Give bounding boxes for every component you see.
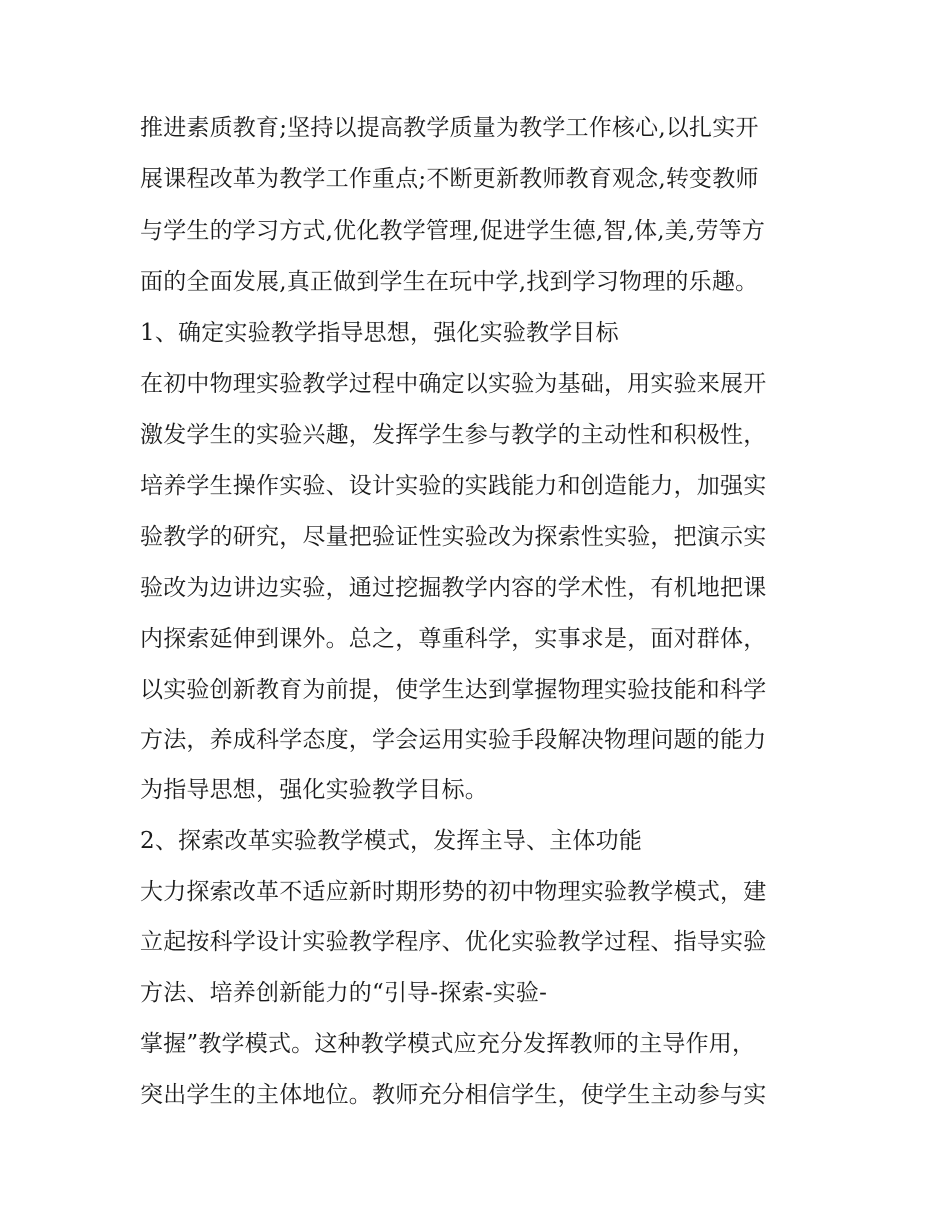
text-line: 以实验创新教育为前提，使学生达到掌握物理实验技能和科学 [140,677,767,703]
text-line: 内探索延伸到课外。总之，尊重科学，实事求是，面对群体， [140,626,767,652]
text-line: 在初中物理实验教学过程中确定以实验为基础，用实验来展开 [140,371,767,397]
text-line: 为指导思想，强化实验教学目标。 [140,777,488,803]
text-line: 激发学生的实验兴趣，发挥学生参与教学的主动性和积极性， [140,422,767,448]
text-line: 验教学的研究，尽量把验证性实验改为探索性实验，把演示实 [140,524,767,550]
text-line: 面的全面发展,真正做到学生在玩中学,找到学习物理的乐趣。 [140,269,759,295]
text-line: 立起按科学设计实验教学程序、优化实验教学过程、指导实验 [140,929,767,955]
text-line: 培养学生操作实验、设计实验的实践能力和创造能力，加强实 [140,473,767,499]
section-heading-1: 1、确定实验教学指导思想，强化实验教学目标 [140,320,619,346]
text-line: 大力探索改革不适应新时期形势的初中物理实验教学模式，建 [140,879,767,905]
text-line: 推进素质教育;坚持以提高教学质量为教学工作核心,以扎实开 [140,115,759,141]
section-heading-2: 2、探索改革实验教学模式，发挥主导、主体功能 [140,828,643,854]
text-line: 展课程改革为教学工作重点;不断更新教师教育观念,转变教师 [140,166,759,192]
text-line: 掌握”教学模式。这种教学模式应充分发挥教师的主导作用， [140,1031,756,1057]
text-line: 方法，养成科学态度，学会运用实验手段解决物理问题的能力 [140,727,767,753]
text-line: 与学生的学习方式,优化教学管理,促进学生德,智,体,美,劳等方 [140,218,766,244]
text-line: 验改为边讲边实验，通过挖掘教学内容的学术性，有机地把课 [140,575,767,601]
text-line: 突出学生的主体地位。教师充分相信学生，使学生主动参与实 [140,1082,767,1108]
text-line: 方法、培养创新能力的“引导-探索-实验- [140,980,548,1006]
